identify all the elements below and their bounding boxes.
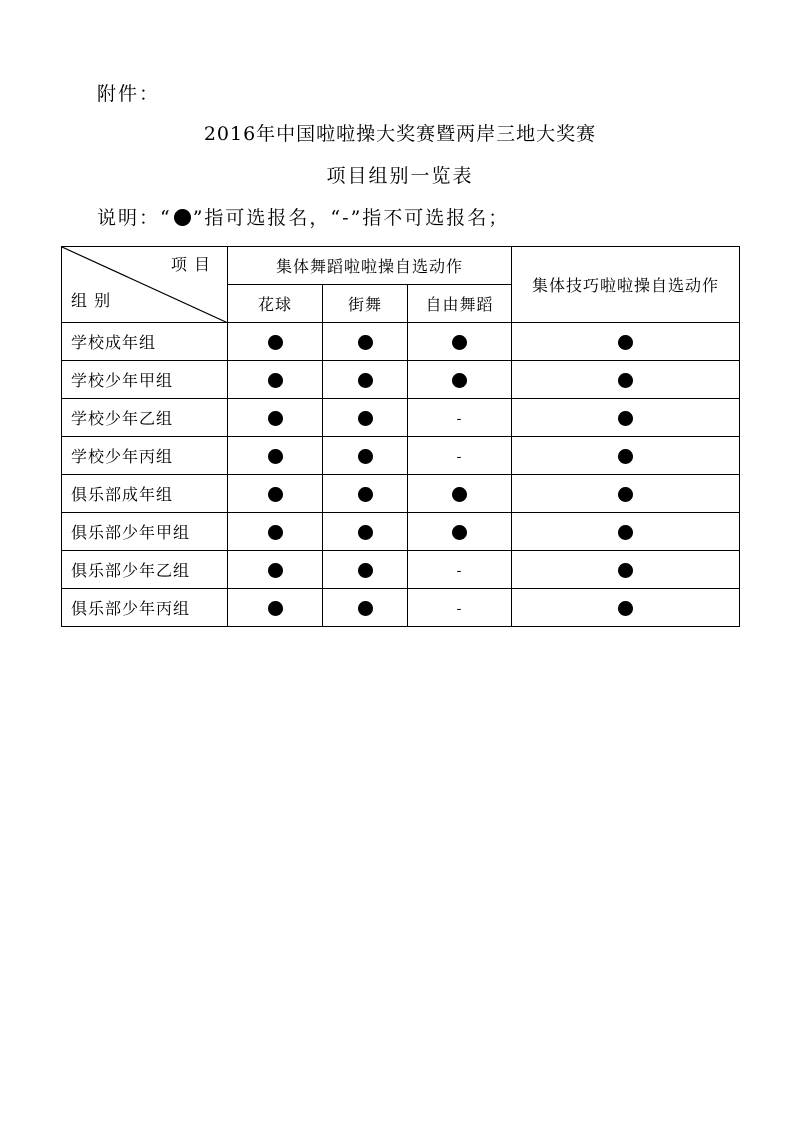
table-cell [408, 323, 512, 361]
selectable-dot-icon [268, 411, 283, 426]
selectable-dot-icon [358, 335, 373, 350]
table-cell [323, 589, 408, 627]
group1-header: 集体舞蹈啦啦操自选动作 [228, 247, 512, 285]
selectable-dot-icon [618, 601, 633, 616]
table-cell [323, 361, 408, 399]
selectable-dot-icon [452, 487, 467, 502]
selectable-dot-icon [268, 601, 283, 616]
corner-project-label: 项 目 [170, 255, 211, 274]
header-row-1 [62, 247, 740, 285]
selectable-dot-icon [618, 411, 633, 426]
table-row [62, 589, 740, 627]
row-group-name: 学校少年甲组 [62, 361, 228, 399]
row-group-name: 俱乐部少年乙组 [62, 551, 228, 589]
table-cell [323, 475, 408, 513]
table-cell [512, 361, 740, 399]
group2-header: 集体技巧啦啦操自选动作 [512, 247, 740, 323]
attachment-label: 附件： [97, 83, 161, 105]
table-cell [512, 551, 740, 589]
table-cell [408, 361, 512, 399]
table-cell [408, 437, 512, 475]
selectable-dot-icon [358, 373, 373, 388]
table-cell [228, 551, 323, 589]
selectable-dot-icon [618, 449, 633, 464]
selectable-dot-icon [358, 563, 373, 578]
selectable-dot-icon [358, 487, 373, 502]
page-title: 2016年中国啦啦操大奖赛暨两岸三地大奖赛 [203, 123, 597, 145]
note-middle: ”指可选报名，“-”指不可选报名； [192, 207, 510, 229]
table-cell [228, 437, 323, 475]
filled-circle-icon [174, 209, 191, 226]
selectable-dot-icon [268, 563, 283, 578]
table-cell [323, 323, 408, 361]
table-cell [408, 399, 512, 437]
selectable-dot-icon [618, 373, 633, 388]
table-cell [323, 513, 408, 551]
table-cell [408, 551, 512, 589]
table-row [62, 323, 740, 361]
not-selectable-dash: - [456, 411, 463, 427]
corner-header-cell [62, 247, 228, 323]
not-selectable-dash: - [456, 563, 463, 579]
table-cell [228, 589, 323, 627]
table-cell [512, 589, 740, 627]
row-group-name: 学校少年丙组 [62, 437, 228, 475]
table-cell [228, 399, 323, 437]
selectable-dot-icon [268, 449, 283, 464]
table-cell [512, 475, 740, 513]
selectable-dot-icon [358, 449, 373, 464]
subheader-pompom: 花球 [228, 285, 323, 323]
not-selectable-dash: - [456, 449, 463, 465]
table-row [62, 513, 740, 551]
table-cell [408, 513, 512, 551]
table-cell [228, 361, 323, 399]
page-subtitle: 项目组别一览表 [326, 165, 474, 187]
legend-note [97, 203, 509, 230]
table-cell [228, 513, 323, 551]
table-cell [323, 399, 408, 437]
selectable-dot-icon [618, 335, 633, 350]
selectable-dot-icon [358, 525, 373, 540]
selectable-dot-icon [618, 563, 633, 578]
table-row [62, 399, 740, 437]
note-prefix: 说明：“ [97, 207, 172, 229]
table-row [62, 361, 740, 399]
subheader-freestyle: 自由舞蹈 [408, 285, 512, 323]
table-cell [512, 513, 740, 551]
table-cell [408, 589, 512, 627]
corner-group-label: 组 别 [71, 291, 112, 310]
row-group-name: 学校少年乙组 [62, 399, 228, 437]
selectable-dot-icon [268, 525, 283, 540]
selectable-dot-icon [268, 373, 283, 388]
table-row [62, 437, 740, 475]
table-cell [228, 475, 323, 513]
selectable-dot-icon [358, 601, 373, 616]
subheader-hiphop: 街舞 [323, 285, 408, 323]
table-row [62, 475, 740, 513]
selectable-dot-icon [618, 487, 633, 502]
selectable-dot-icon [452, 525, 467, 540]
table-cell [323, 551, 408, 589]
row-group-name: 学校成年组 [62, 323, 228, 361]
table-cell [512, 399, 740, 437]
row-group-name: 俱乐部少年丙组 [62, 589, 228, 627]
table-cell [228, 323, 323, 361]
selectable-dot-icon [452, 335, 467, 350]
table-cell [512, 437, 740, 475]
row-group-name: 俱乐部少年甲组 [62, 513, 228, 551]
table-row [62, 551, 740, 589]
events-table [61, 246, 740, 627]
selectable-dot-icon [358, 411, 373, 426]
selectable-dot-icon [452, 373, 467, 388]
selectable-dot-icon [268, 487, 283, 502]
table-cell [408, 475, 512, 513]
table-cell [323, 437, 408, 475]
selectable-dot-icon [268, 335, 283, 350]
row-group-name: 俱乐部成年组 [62, 475, 228, 513]
selectable-dot-icon [618, 525, 633, 540]
table-cell [512, 323, 740, 361]
not-selectable-dash: - [456, 601, 463, 617]
